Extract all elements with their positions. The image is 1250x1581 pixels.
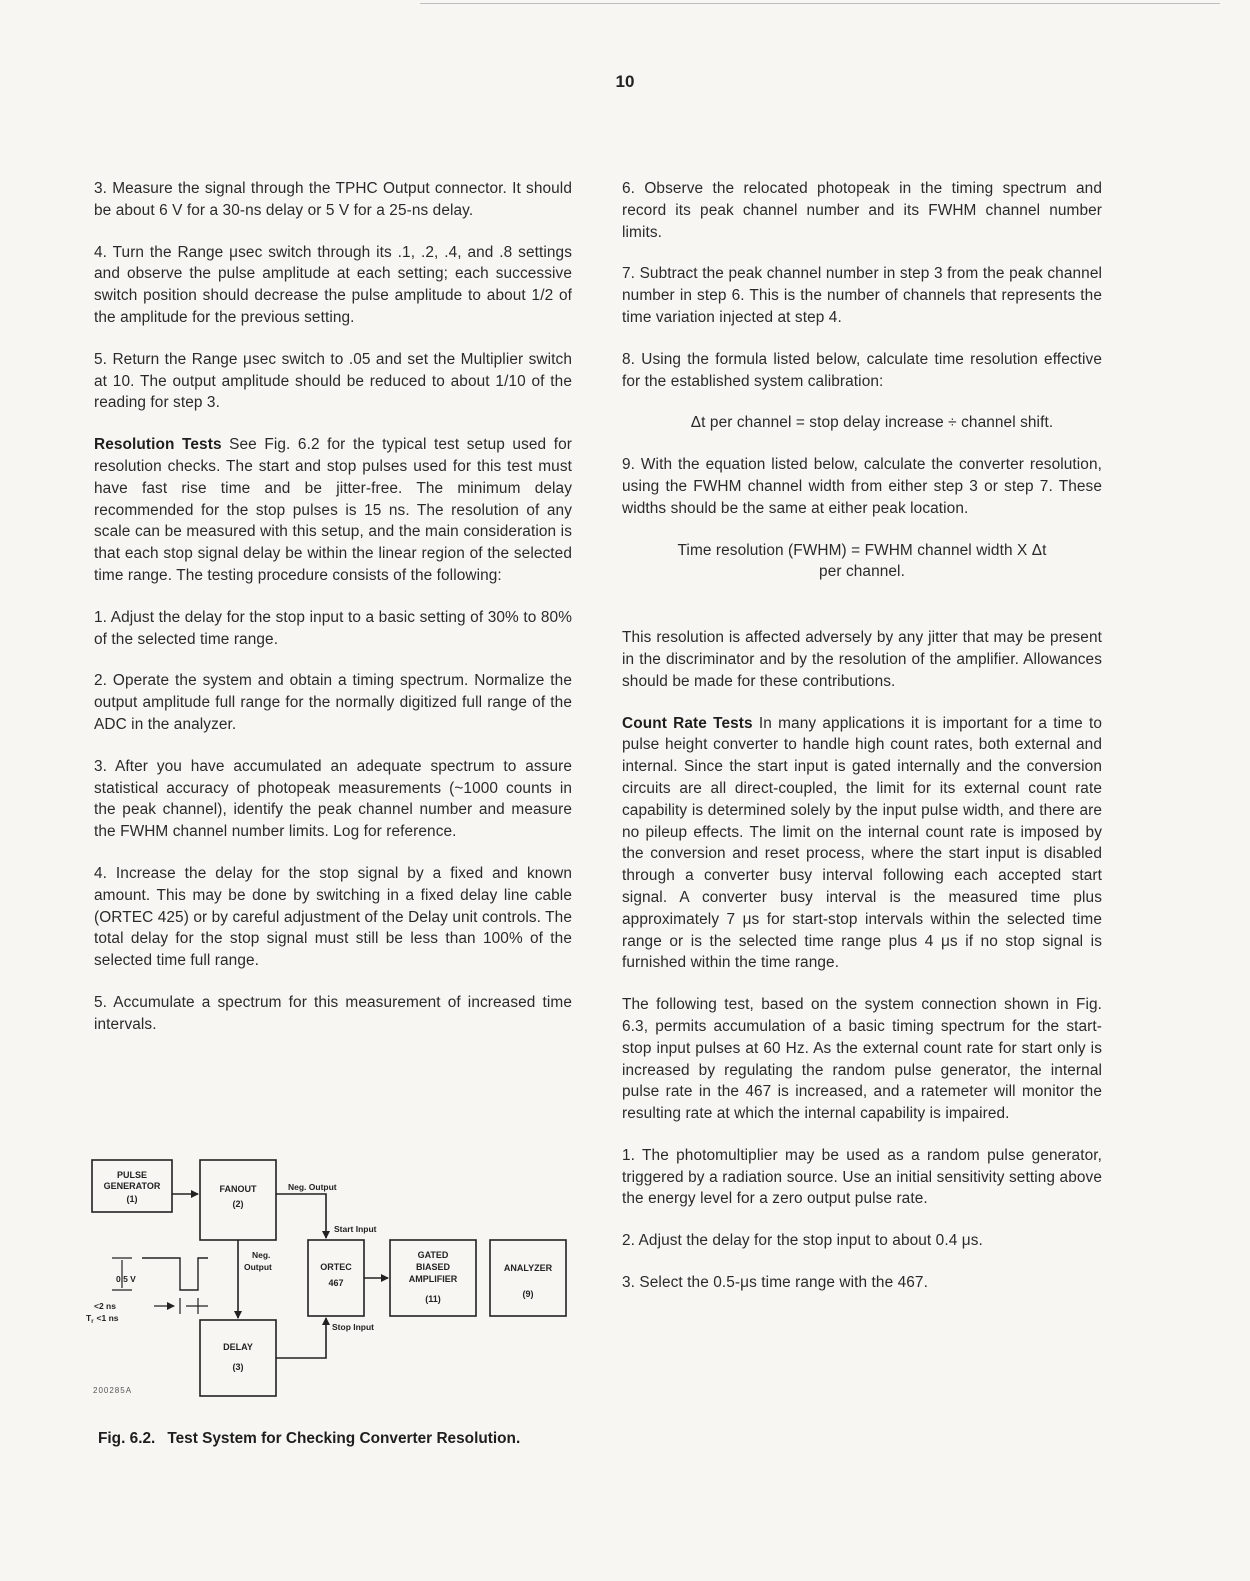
count-rate-step-2: 2. Adjust the delay for the stop input to about 0.4 μs. bbox=[622, 1232, 983, 1250]
fanout-number: (2) bbox=[232, 1199, 244, 1209]
pulse-width-label: <2 ns bbox=[94, 1301, 116, 1311]
delay-number: (3) bbox=[232, 1362, 244, 1372]
pulse-generator-number: (1) bbox=[126, 1194, 138, 1204]
ortec-model: 467 bbox=[328, 1278, 344, 1288]
neg-output-side-label-1: Neg. bbox=[252, 1250, 271, 1260]
rise-time-subscript: r bbox=[91, 1319, 94, 1325]
amplifier-number: (11) bbox=[425, 1294, 441, 1304]
count-rate-step-3: 3. Select the 0.5-μs time range with the 467. bbox=[622, 1274, 928, 1292]
block-diagram-svg bbox=[84, 1152, 584, 1408]
fanout-label: FANOUT bbox=[219, 1184, 257, 1194]
resolution-step-4: 4. Increase the delay for the stop signal by a fixed and known amount. This may be done by switching in a fixed delay line cable (ORTEC 425) or by careful adjustment of the Delay unit controls. The total delay for the stop signal must still be less than 100% of the selected time full range. bbox=[94, 864, 572, 970]
formula-time-resolution-line-2: per channel. bbox=[819, 563, 905, 581]
paragraph-jitter: This resolution is affected adversely by any jitter that may be present in the discriminator and by the resolution of the amplifier. Allowances should be made for these contributions. bbox=[622, 629, 1102, 690]
amplifier-label-2: BIASED bbox=[415, 1262, 451, 1272]
figure-caption-title: Test System for Checking Converter Resolution. bbox=[167, 1430, 521, 1447]
paragraph-step-4-range: 4. Turn the Range μsec switch through its .1, .2, .4, and .8 settings and observe the pulse amplitude at each setting; each successive switch position should decrease the pulse amplitude to about 1/2 of the amplitude for the previous setting. bbox=[94, 243, 572, 326]
resolution-step-3: 3. After you have accumulated an adequate spectrum to assure statistical accuracy of photopeak measurements (~1000 counts in the peak channel), identify the peak channel number and measure the FWHM channel number limits. Log for reference. bbox=[94, 757, 572, 841]
top-edge-rule bbox=[420, 3, 1220, 4]
analyzer-number: (9) bbox=[522, 1289, 534, 1299]
analyzer-label: ANALYZER bbox=[503, 1263, 553, 1273]
paragraph-step-3-tphc: 3. Measure the signal through the TPHC Output connector. It should be about 6 V for a 30-ns delay or 5 V for a 25-ns delay. bbox=[94, 180, 572, 219]
start-input-label: Start Input bbox=[334, 1224, 377, 1234]
resolution-step-7: 7. Subtract the peak channel number in step 3 from the peak channel number in step 6. This is the number of channels that represents the time variation injected at step 4. bbox=[622, 265, 1102, 326]
count-rate-tests-heading: Count Rate Tests bbox=[622, 714, 753, 732]
left-column bbox=[94, 178, 572, 1056]
arrow-delay-to-stop-input bbox=[276, 1318, 326, 1358]
figure-caption bbox=[98, 1430, 520, 1448]
delay-box bbox=[200, 1320, 276, 1396]
right-column bbox=[622, 178, 1102, 1314]
rise-time-value: <1 ns bbox=[96, 1313, 119, 1323]
ortec-label: ORTEC bbox=[320, 1262, 352, 1272]
count-rate-step-1: 1. The photomultiplier may be used as a random pulse generator, triggered by a radiation source. Use an initial sensitivity setting above the energy level for a zero output pulse rate. bbox=[622, 1146, 1102, 1208]
pulse-waveform-icon bbox=[142, 1258, 208, 1290]
figure-caption-number: Fig. 6.2. bbox=[98, 1430, 156, 1447]
neg-output-top-label: Neg. Output bbox=[288, 1182, 337, 1192]
resolution-tests-heading: Resolution Tests bbox=[94, 436, 222, 454]
count-rate-tests-text: In many applications it is important for a time to pulse height converter to handle high count rates, both external and internal. Since the start input is gated internally and the conversion circuits are all direct-coupled, the limit for its external count rate capability is determined solely by the input pulse width, and there are no pileup effects. The limit on the internal count rate is imposed by the conversion and reset process, where the start input is disabled through a converter busy interval following each accepted start signal. A converter busy interval is the measured time plus approximately 7 μs for start-stop intervals within the selected time range or is the selected time range plus 4 μs if no stop signal is furnished within the time range. bbox=[622, 714, 1102, 972]
analyzer-box bbox=[490, 1240, 566, 1316]
figure-id: 200285A bbox=[93, 1386, 133, 1395]
rise-time-label bbox=[86, 1313, 119, 1325]
resolution-step-5: 5. Accumulate a spectrum for this measurement of increased time intervals. bbox=[94, 993, 572, 1033]
paragraph-step-5-multiplier: 5. Return the Range μsec switch to .05 and set the Multiplier switch at 10. The output amplitude should be reduced to about 1/10 of the reading for step 3. bbox=[94, 350, 572, 412]
arrow-fanout-to-start-input bbox=[276, 1194, 326, 1238]
paragraph-count-rate-tests bbox=[622, 713, 1102, 975]
resolution-step-2: 2. Operate the system and obtain a timing spectrum. Normalize the output amplitude full range for the normally digitized full range of the ADC in the analyzer. bbox=[94, 672, 572, 733]
amplifier-label-3: AMPLIFIER bbox=[408, 1274, 458, 1284]
formula-time-resolution bbox=[622, 540, 1102, 584]
pulse-generator-label: PULSE bbox=[116, 1170, 148, 1180]
pulse-generator-label-2: GENERATOR bbox=[103, 1181, 161, 1191]
resolution-step-8: 8. Using the formula listed below, calculate time resolution effective for the established system calibration: bbox=[622, 350, 1102, 390]
formula-delta-t: Δt per channel = stop delay increase ÷ channel shift. bbox=[690, 414, 1054, 432]
resolution-step-6: 6. Observe the relocated photopeak in the timing spectrum and record its peak channel number and its FWHM channel number limits. bbox=[622, 180, 1102, 241]
rise-time-symbol: T bbox=[86, 1313, 92, 1323]
resolution-step-9: 9. With the equation listed below, calculate the converter resolution, using the FWHM channel width from either step 3 or step 7. These widths should be the same at either peak location. bbox=[622, 456, 1102, 517]
paragraph-following-test: The following test, based on the system connection shown in Fig. 6.3, permits accumulation of a basic timing spectrum for the start-stop input pulses at 60 Hz. As the external count rate for start only is increased by regulating the random pulse generator, the internal pulse rate in the 467 is increased, and a ratemeter will monitor the resulting rate at which the internal capability is impaired. bbox=[622, 996, 1102, 1123]
paragraph-resolution-tests bbox=[94, 434, 572, 587]
resolution-tests-text: See Fig. 6.2 for the typical test setup used for resolution checks. The start and stop pulses used for this test must have fast rise time and be jitter-free. The minimum delay recommended for the stop pulses is 15 ns. The resolution of any scale can be measured with this setup, and the main consideration is that each stop signal delay be within the linear region of the selected time range. The testing procedure consists of the following: bbox=[94, 436, 572, 584]
resolution-step-1: 1. Adjust the delay for the stop input to a basic setting of 30% to 80% of the selected time range. bbox=[94, 608, 572, 648]
amplifier-label-1: GATED bbox=[417, 1250, 449, 1260]
figure-test-system-diagram bbox=[84, 1152, 584, 1408]
neg-output-side-label-2: Output bbox=[244, 1262, 272, 1272]
formula-time-resolution-line-1: Time resolution (FWHM) = FWHM channel width X Δt bbox=[677, 541, 1047, 559]
delay-label: DELAY bbox=[223, 1342, 253, 1352]
page-number: 10 bbox=[615, 72, 635, 91]
stop-input-label: Stop Input bbox=[332, 1322, 375, 1332]
pulse-amplitude-label: 0.5 V bbox=[116, 1274, 136, 1284]
